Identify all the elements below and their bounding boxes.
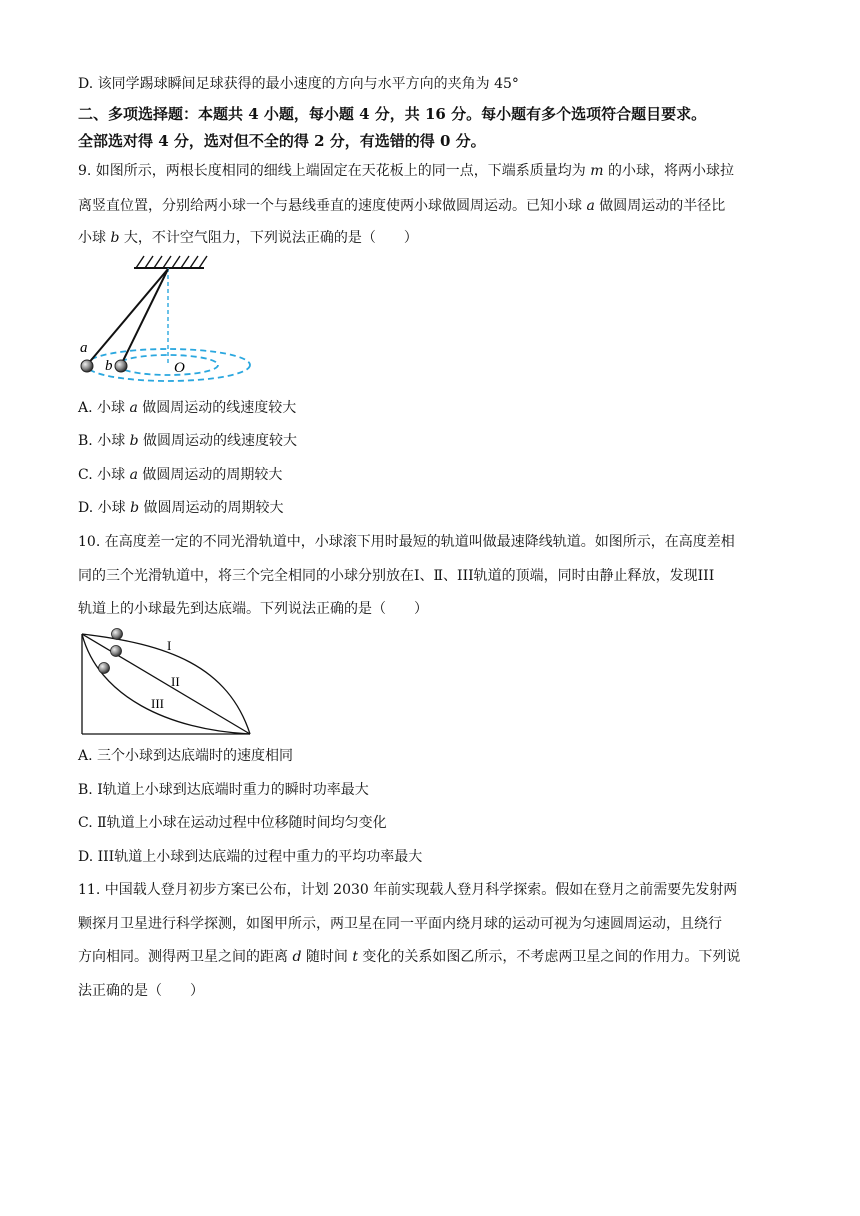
q10-option-c: C. Ⅱ轨道上小球在运动过程中位移随时间均匀变化 (78, 815, 387, 831)
q9-l1b: 的小球，将两小球拉 (603, 163, 734, 179)
ball-a (81, 360, 93, 372)
label-track-i: I (167, 638, 172, 653)
ball-track-ii (111, 646, 122, 657)
q10-tracks-figure (78, 626, 258, 740)
q9-var-m: m (590, 163, 604, 179)
ceiling-hatching (136, 256, 207, 268)
q9-option-a: A. 小球 a 做圆周运动的线速度较大 (78, 400, 297, 416)
q9-option-b: B. 小球 b 做圆周运动的线速度较大 (78, 433, 298, 449)
q9-var-a: a (586, 198, 595, 214)
q9-l2a: 离竖直位置，分别给两小球一个与悬线垂直的速度使两小球做圆周运动。已知小球 (78, 198, 587, 214)
track-ii (82, 634, 250, 734)
q11-text-line2: 颗探月卫星进行科学探测，如图甲所示，两卫星在同一平面内绕月球的运动可视为匀速圆周运动，且绕行 (78, 916, 722, 932)
q9-l3a: 小球 (78, 230, 111, 246)
orbit-b-dashed (118, 355, 218, 375)
q9-l1a: 9. 如图所示，两根长度相同的细线上端固定在天花板上的同一点，下端系质量均为 (78, 163, 591, 179)
q9-conical-pendulum-figure (76, 252, 256, 388)
label-track-iii: III (151, 696, 164, 711)
section-heading-line1: 二、多项选择题：本题共 4 小题，每小题 4 分，共 16 分。每小题有多个选项符合题目要求。 (78, 105, 707, 123)
section-heading-line2: 全部选对得 4 分，选对但不全的得 2 分，有选错的得 0 分。 (78, 132, 486, 150)
q11-var-t: t (352, 949, 358, 965)
q10-option-b: B. Ⅰ轨道上小球到达底端时重力的瞬时功率最大 (78, 782, 369, 798)
q9-text-line2 (78, 196, 725, 216)
label-track-ii: II (171, 674, 180, 689)
label-b: b (105, 358, 113, 374)
label-a: a (80, 340, 88, 356)
q9-l2b: 做圆周运动的半径比 (594, 198, 726, 214)
q9-option-d: D. 小球 b 做圆周运动的周期较大 (78, 500, 284, 516)
q9-var-b: b (110, 230, 120, 246)
q11-text-line3: 方向相同。测得两卫星之间的距离 d 随时间 t 变化的关系如图乙所示，不考虑两卫星之间的作用力。下列说 (78, 949, 741, 965)
q9-text-line1 (78, 161, 734, 181)
ball-b (115, 360, 127, 372)
q11-text-line1: 11. 中国载人登月初步方案已公布，计划 2030 年前实现载人登月科学探索。假如在登月之前需要先发射两 (78, 882, 738, 898)
q10-text-line2: 同的三个光滑轨道中，将三个完全相同的小球分别放在Ⅰ、Ⅱ、III轨道的顶端，同时由静止释放，发现III (78, 568, 715, 584)
q9-text-line3 (78, 228, 418, 248)
q9-l3b: 大，不计空气阻力，下列说法正确的是（ ） (119, 230, 418, 246)
prev-option-d: D. 该同学踢球瞬间足球获得的最小速度的方向与水平方向的夹角为 45° (78, 76, 519, 92)
q10-option-d: D. III轨道上小球到达底端的过程中重力的平均功率最大 (78, 849, 423, 865)
q10-option-a: A. 三个小球到达底端时的速度相同 (78, 748, 294, 764)
ball-track-i (112, 629, 123, 640)
q10-text-line1: 10. 在高度差一定的不同光滑轨道中，小球滚下用时最短的轨道叫做最速降线轨道。如图所示，在高度差相 (78, 534, 735, 550)
label-o: O (174, 360, 185, 376)
q10-text-line3: 轨道上的小球最先到达底端。下列说法正确的是（ ） (78, 601, 428, 617)
q11-var-d: d (292, 949, 302, 965)
q11-text-line4: 法正确的是（ ） (78, 983, 204, 999)
q9-option-c: C. 小球 a 做圆周运动的周期较大 (78, 467, 283, 483)
ball-track-iii (99, 663, 110, 674)
